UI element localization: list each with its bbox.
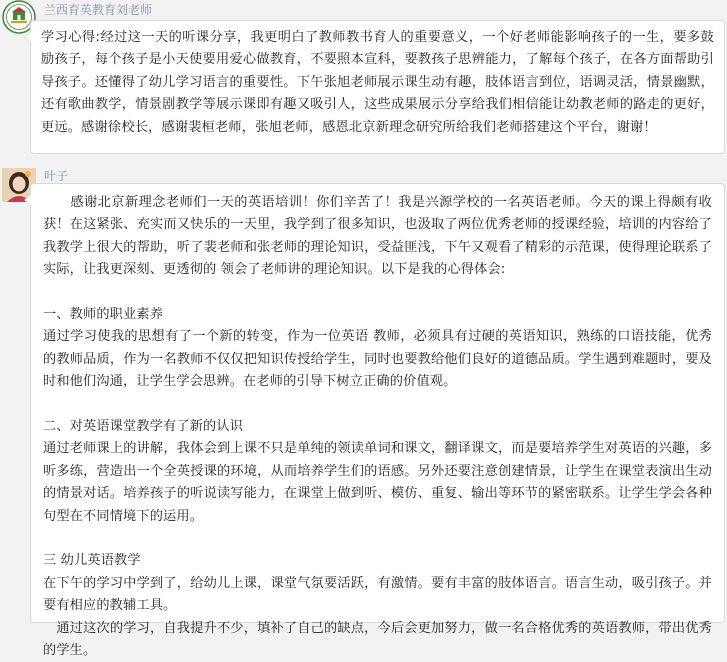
section-text: 通过学习使我的思想有了一个新的转变，作为一位英语 教师，必须具有过硬的英语知识，熟练的口语技能，优秀的教师品质，作为一名教师不仅仅把知识传授给学生，同时也要教给他们良好的道德品质。学生遇到难题时，要及时和他们沟通，让学生学会思辨。在老师的引导下树立正确的价值观。 — [43, 329, 712, 390]
section-text: 在下午的学习中学到了，给幼儿上课，课堂气氛要活跃，有激情。要有丰富的肢体语言。语言生动，吸引孩子。并要有相应的教辅工具。 — [43, 575, 712, 614]
section-heading: 三 幼儿英语教学 — [43, 553, 141, 569]
closing-text: 通过这次的学习，自我提升不少，填补了自己的缺点，今后会更加努力，做一名合格优秀的英语教师，带出优秀的学生。 — [43, 620, 712, 659]
comment-item — [0, 166, 727, 659]
paragraph-spacer — [43, 394, 712, 416]
comment-text: 学习心得:经过这一天的听课分享，我更明白了教师教书育人的重要意义，一个好老师能影响孩子的一生，要多鼓励孩子，每个孩子是小天使要用爱心做教育，不要照本宣科，要教孩子思辨能力，了解每个孩子，在各方面帮助引导孩子。还懂得了幼儿学习语言的重要性。下午张旭老师展示课生动有趣，肢体语言到位，语调灵活，情景幽默，还有歌曲教学，情景剧教学等展示课即有趣又吸引人，这些成果展示分享给我们相信能让幼教老师的路走的更好，更远。感谢徐校长，感谢裴桓老师，张旭老师，感恩北京新理念研究所给我们老师搭建这个平台，谢谢！ — [41, 30, 714, 135]
comment-author[interactable]: 兰西育英教育刘老师 — [44, 3, 153, 17]
comment-bubble — [30, 183, 725, 659]
comment-text-intro: 感谢北京新理念老师们一天的英语培训！你们辛苦了！我是兴源学校的一名英语老师。今天的课上得颇有收获！在这紧张、充实而又快乐的一天里，我学到了很多知识，也汲取了两位优秀老师的授课经验，培训的内容给了我教学上很大的帮助，听了裴老师和张老师的理论知识，受益匪浅，下午又观看了精彩的示范课，使得理论联系了实际，让我更深刻、更透彻的 领会了老师讲的理论知识。以下是我的心得体会: — [43, 195, 712, 278]
comment-author[interactable]: 叶子 — [44, 169, 69, 183]
comment-item — [0, 0, 727, 160]
section-heading: 一、教师的职业素养 — [43, 307, 164, 323]
paragraph-spacer — [43, 282, 712, 304]
section-heading: 二、对英语课堂教学有了新的认识 — [43, 419, 244, 435]
section-text: 通过老师课上的讲解，我体会到上课不只是单纯的领读单词和课文，翻译课文，而是要培养学生对英语的兴趣，多听多练，营造出一个全英授课的环境，从而培养学生们的语感。另外还要注意创建情景，让学生在课堂表演出生动的情景对话。培养孩子的听说读写能力，在课堂上做到听、模仿、重复、输出等环节的紧密联系。让学生学会各种句型在不同情境下的运用。 — [43, 441, 712, 524]
paragraph-spacer — [43, 528, 712, 550]
comment-bubble — [30, 20, 725, 154]
